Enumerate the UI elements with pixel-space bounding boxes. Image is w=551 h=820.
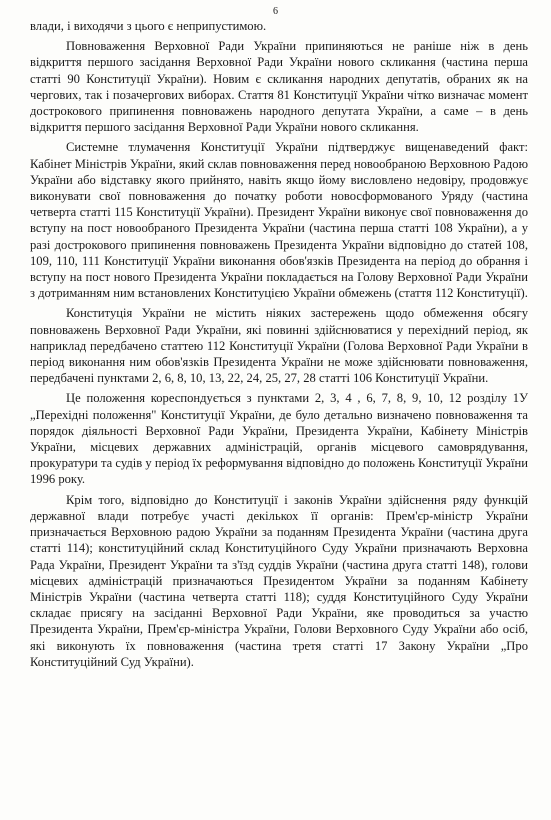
document-body — [30, 18, 528, 674]
paragraph-6: Крім того, відповідно до Конституції і законів України здійснення ряду функцій державної влади потребує участі декількох її органів: Прем'єр-міністр України призначається Верховною радою України за поданням Президента України (частина друга статті 114); конституційний склад Конституційного Суду України призначають Верховна Рада України, Президент України та з'їзд суддів України (частина друга статті 148), голови місцевих адміністрацій призначаються Президентом України за поданням Кабінету Міністрів України (частина четверта статті 118); суддя Конституційного Суду України складає присягу на засіданні Верховної Ради України, яке проводиться за участю Президента України, Прем'єр-міністра України, Голови Верховного Суду України або осіб, які виконують їх повноваження (частина третя статті 17 Закону України „Про Конституційний Суд України). — [30, 492, 528, 669]
paragraph-4: Конституція України не містить ніяких застережень щодо обмеження обсягу повноважень Верховної Ради України, які повинні здійснюватися у перехідний період, як наприклад передбачено статтею 112 Конституції України (Голова Верховної Ради України в період виконання ним обов'язків Президента України не може здійснювати повноваження, передбачені пунктами 2, 6, 8, 10, 13, 22, 24, 25, 27, 28 статті 106 Конституції України. — [30, 306, 528, 386]
paragraph-1: влади, і виходячи з цього є неприпустимою. — [30, 19, 267, 33]
paragraph-3: Системне тлумачення Конституції України підтверджує вищенаведений факт: Кабінет Міністрів України, який склав повноваження перед новообраною Верховною Радою України або відставку якого прийнято, навіть якщо йому висловлено недовіру, продовжує виконувати свої повноваження до початку роботи новосформованого Уряду (частина четверта статті 115 Конституції України). Президент України виконує свої повноваження до вступу на пост новообраного Президента України (частина перша статті 108 України), а у разі дострокового припинення повноважень Президента України відповідно до статей 108, 109, 110, 111 Конституції України виконання обов'язків Президента на період до обрання і вступу на пост нового Президента України покладається на Голову Верховної Ради України з дотриманням ним встановлених Конституцією України обмежень (стаття 112 Конституції). — [30, 140, 528, 301]
paragraph-5: Це положення кореспондується з пунктами 2, 3, 4 , 6, 7, 8, 9, 10, 12 розділу 1У „Перехідні положення" Конституції України, де було детально визначено повноваження та порядок діяльності Верховної Ради України, Президента України, Кабінету Міністрів України, місцевих державних адміністрацій, органів місцевого самоврядування, прокуратури та судів у період їх реформування відповідно до положень Конституції України 1996 року. — [30, 391, 528, 487]
paragraph-2: Повноваження Верховної Ради України припиняються не раніше ніж в день відкриття першого засідання Верховної Ради України нового скликання (частина перша статті 90 Конституції України). Новим є скликання народних депутатів, обраних як на чергових, так і позачергових виборах. Стаття 81 Конституції України чітко визначає момент дострокового припинення повноважень народного депутата України, а саме – в день відкриття першого засідання Верховної Ради України нового скликання. — [30, 39, 528, 135]
page-number: 6 — [273, 6, 278, 17]
